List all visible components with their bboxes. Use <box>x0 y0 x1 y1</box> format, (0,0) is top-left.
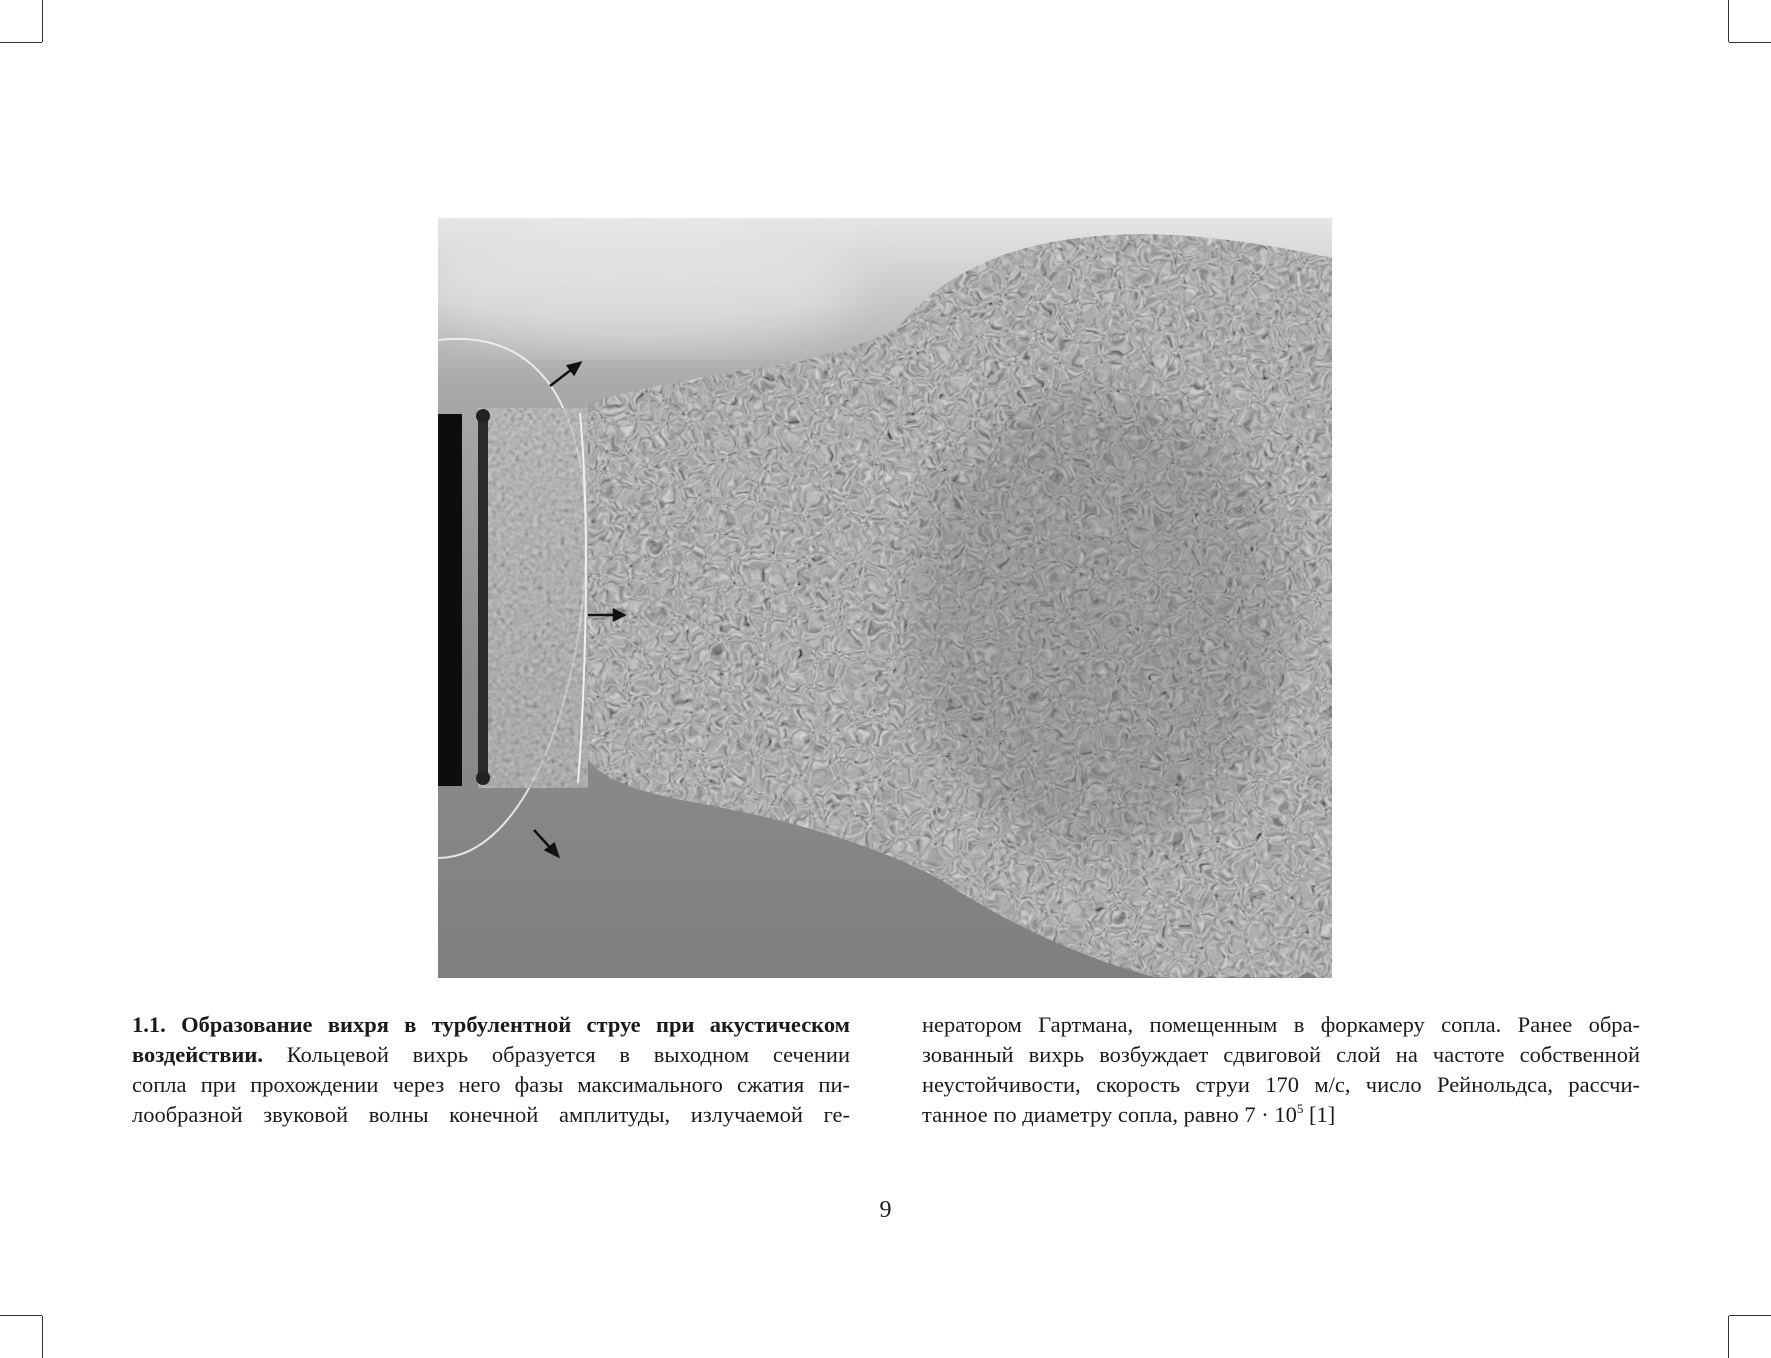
crop-mark-bottom-left-v <box>42 1316 43 1358</box>
caption-right-line-2: зованный вихрь возбуждает сдвиговой слой на частоте собственной <box>922 1042 1640 1067</box>
caption-right-column <box>922 1010 1640 1130</box>
caption-exponent: 5 <box>1296 1101 1304 1116</box>
caption-right-line-4 <box>922 1100 1640 1130</box>
crop-mark-bottom-left-h <box>0 1315 42 1316</box>
caption-left-line-1: воздействии. Кольцевой вихрь образуется в выходном сечении <box>132 1042 850 1067</box>
caption-left-column <box>132 1010 850 1040</box>
caption-right-last-suffix: [1] <box>1303 1102 1336 1127</box>
caption-left-line-2: сопла при прохождении через него фазы максимального сжатия пи- <box>132 1072 850 1097</box>
caption-heading-continuation: воздействии. <box>132 1042 287 1067</box>
caption-left-column-body <box>132 1040 850 1130</box>
crop-mark-bottom-right-v <box>1728 1316 1729 1358</box>
caption-heading: 1.1. Образование вихря в турбулентной струе при акустическом <box>132 1012 850 1037</box>
caption-right-last-prefix: танное по диаметру сопла, равно 7 · 10 <box>922 1102 1297 1127</box>
caption-heading-line-1 <box>132 1010 850 1040</box>
crop-mark-top-left-v <box>42 0 43 42</box>
caption-right-line-3: неустойчивости, скорость струи 170 м/с, число Рейнольдса, рассчи- <box>922 1072 1640 1097</box>
page-number: 9 <box>879 1197 892 1223</box>
turbulent-jet-vortex-photograph <box>438 218 1332 978</box>
caption-left-line-3: лообразной звуковой волны конечной амплитуды, излучаемой ге- <box>132 1102 850 1127</box>
caption-right-line-1: нератором Гартмана, помещенным в форкамеру сопла. Ранее обра- <box>922 1012 1640 1037</box>
crop-mark-top-left-h <box>0 42 42 43</box>
crop-mark-top-right-v <box>1728 0 1729 42</box>
crop-mark-top-right-h <box>1729 42 1771 43</box>
crop-mark-bottom-right-h <box>1729 1315 1771 1316</box>
